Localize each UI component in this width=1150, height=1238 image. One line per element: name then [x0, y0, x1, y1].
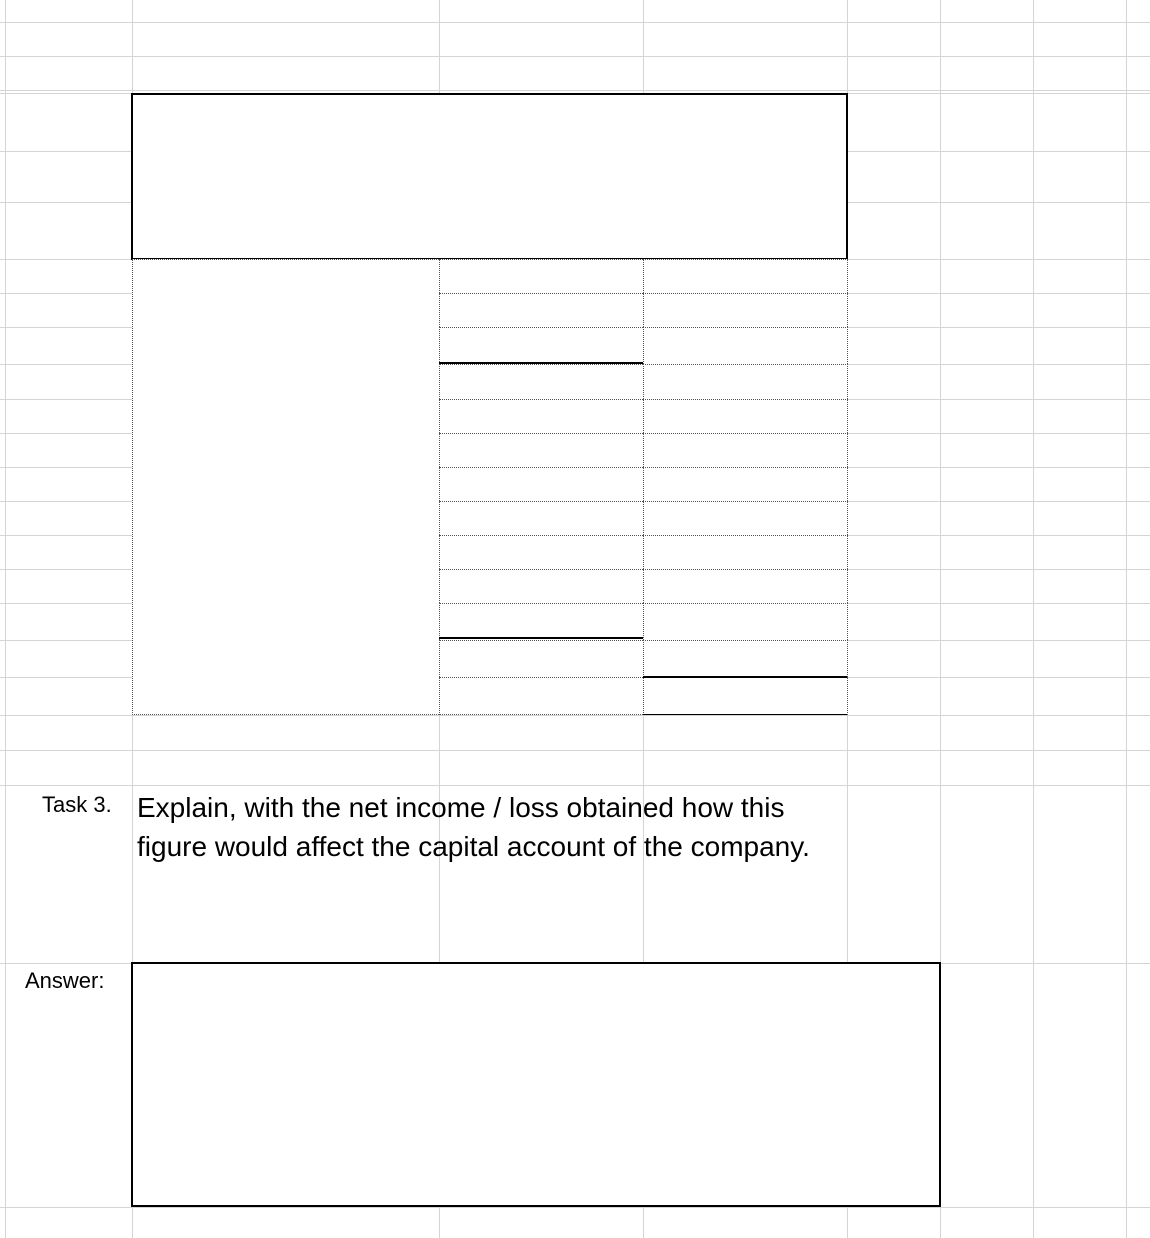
amount-cell[interactable] — [439, 433, 643, 467]
grid-column-line — [1033, 0, 1034, 1238]
grid-column-line — [5, 0, 6, 1238]
total-cell[interactable] — [643, 364, 848, 399]
total-cell[interactable] — [643, 677, 848, 715]
amount-cell[interactable] — [439, 677, 643, 715]
subtotal-underline — [439, 362, 643, 364]
answer-label: Answer: — [25, 968, 105, 993]
grid-row-line — [0, 22, 1150, 23]
total-cell[interactable] — [643, 467, 848, 501]
answer-box[interactable] — [131, 962, 941, 1207]
double-underline — [643, 714, 847, 715]
task-question-line: Explain, with the net income / loss obtained how this — [137, 792, 785, 823]
amount-cell[interactable] — [439, 399, 643, 433]
grid-row-line — [0, 56, 1150, 57]
statement-header-box[interactable] — [131, 93, 848, 260]
total-cell[interactable] — [643, 501, 848, 535]
grid-row-line — [0, 785, 1150, 786]
grid-column-line — [1126, 0, 1127, 1238]
amount-cell[interactable] — [439, 364, 643, 399]
grid-row-line — [0, 715, 1150, 716]
amount-cell[interactable] — [439, 569, 643, 603]
task-question — [137, 788, 927, 866]
subtotal-underline — [439, 637, 643, 639]
amount-cell[interactable] — [439, 259, 643, 293]
total-cell[interactable] — [643, 569, 848, 603]
amount-cell[interactable] — [439, 501, 643, 535]
amount-cell[interactable] — [439, 640, 643, 677]
total-cell[interactable] — [643, 327, 848, 364]
total-cell[interactable] — [643, 259, 848, 293]
task-number-label: Task 3. — [42, 792, 112, 817]
amount-cell[interactable] — [439, 467, 643, 501]
total-cell[interactable] — [643, 535, 848, 569]
total-cell[interactable] — [643, 293, 848, 327]
total-cell[interactable] — [643, 399, 848, 433]
amount-cell[interactable] — [439, 603, 643, 640]
task-question-line: figure would affect the capital account of the company. — [137, 831, 810, 862]
grid-row-line — [0, 90, 1150, 91]
grid-row-line — [0, 1207, 1150, 1208]
total-underline — [643, 676, 847, 678]
grid-row-line — [0, 750, 1150, 751]
total-cell[interactable] — [643, 640, 848, 677]
amount-cell[interactable] — [439, 327, 643, 364]
total-cell[interactable] — [643, 603, 848, 640]
total-cell[interactable] — [643, 433, 848, 467]
description-column-cell[interactable] — [132, 259, 439, 715]
amount-cell[interactable] — [439, 535, 643, 569]
amount-cell[interactable] — [439, 293, 643, 327]
